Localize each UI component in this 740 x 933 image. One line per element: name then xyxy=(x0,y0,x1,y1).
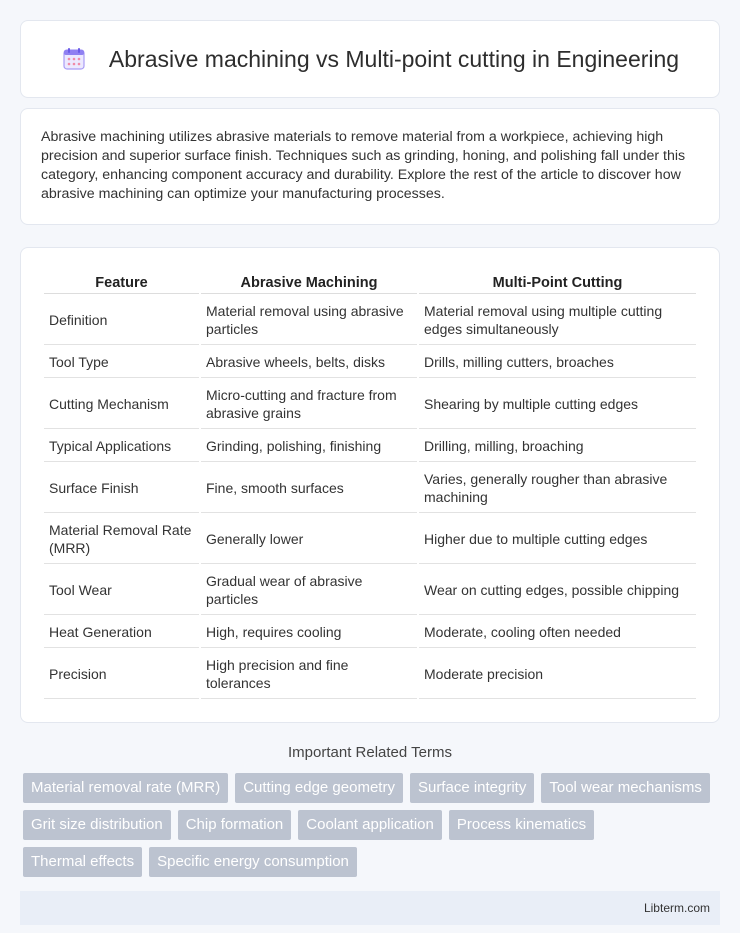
related-terms-title: Important Related Terms xyxy=(288,744,452,761)
table-cell: Tool Wear xyxy=(44,566,199,615)
table-cell: Varies, generally rougher than abrasive machining xyxy=(419,464,696,513)
page-title: Abrasive machining vs Multi-point cutting in Engineering xyxy=(108,45,680,72)
table-cell: Tool Type xyxy=(44,347,199,378)
term-tag[interactable]: Chip formation xyxy=(178,810,292,840)
table-cell: Heat Generation xyxy=(44,617,199,648)
table-cell: Moderate precision xyxy=(419,650,696,699)
table-cell: Drills, milling cutters, broaches xyxy=(419,347,696,378)
table-cell: Gradual wear of abrasive particles xyxy=(201,566,417,615)
related-terms-list xyxy=(20,773,720,877)
term-tag[interactable]: Grit size distribution xyxy=(23,810,171,840)
table-row xyxy=(44,431,696,462)
intro-card xyxy=(20,108,720,225)
calendar-icon xyxy=(61,46,87,72)
table-cell: Cutting Mechanism xyxy=(44,380,199,429)
table-row xyxy=(44,296,696,345)
table-header-row xyxy=(44,272,696,294)
table-cell: Typical Applications xyxy=(44,431,199,462)
table-row xyxy=(44,617,696,648)
column-header-feature: Feature xyxy=(44,272,199,294)
table-row xyxy=(44,566,696,615)
column-header-abrasive: Abrasive Machining xyxy=(201,272,417,294)
table-cell: Fine, smooth surfaces xyxy=(201,464,417,513)
table-cell: Grinding, polishing, finishing xyxy=(201,431,417,462)
table-row xyxy=(44,650,696,699)
term-tag[interactable]: Cutting edge geometry xyxy=(235,773,403,803)
term-tag[interactable]: Process kinematics xyxy=(449,810,594,840)
table-cell: Shearing by multiple cutting edges xyxy=(419,380,696,429)
title-card xyxy=(20,20,720,98)
term-tag[interactable]: Surface integrity xyxy=(410,773,534,803)
table-row xyxy=(44,347,696,378)
table-cell: Wear on cutting edges, possible chipping xyxy=(419,566,696,615)
term-tag[interactable]: Thermal effects xyxy=(23,847,142,877)
table-cell: Definition xyxy=(44,296,199,345)
table-cell: Material removal using multiple cutting edges simultaneously xyxy=(419,296,696,345)
table-cell: Generally lower xyxy=(201,515,417,564)
table-cell: Micro-cutting and fracture from abrasive grains xyxy=(201,380,417,429)
table-cell: High, requires cooling xyxy=(201,617,417,648)
comparison-table xyxy=(42,270,698,701)
table-cell: Higher due to multiple cutting edges xyxy=(419,515,696,564)
table-cell: Material Removal Rate (MRR) xyxy=(44,515,199,564)
comparison-table-card xyxy=(20,247,720,723)
term-tag[interactable]: Tool wear mechanisms xyxy=(541,773,710,803)
table-row xyxy=(44,380,696,429)
column-header-multipoint: Multi-Point Cutting xyxy=(419,272,696,294)
footer-site-link[interactable]: Libterm.com xyxy=(643,901,710,915)
table-cell: Material removal using abrasive particles xyxy=(201,296,417,345)
table-cell: Drilling, milling, broaching xyxy=(419,431,696,462)
table-cell: Abrasive wheels, belts, disks xyxy=(201,347,417,378)
intro-text: Abrasive machining utilizes abrasive materials to remove material from a workpiece, achieving high precision and superior surface finish. Techniques such as grinding, honing, and polishing fall under this category, enhancing component accuracy and durability. Explore the rest of the article to discover how abrasive machining can optimize your manufacturing processes. xyxy=(41,129,686,202)
term-tag[interactable]: Material removal rate (MRR) xyxy=(23,773,228,803)
table-cell: Surface Finish xyxy=(44,464,199,513)
table-cell: Moderate, cooling often needed xyxy=(419,617,696,648)
term-tag[interactable]: Coolant application xyxy=(298,810,442,840)
table-cell: High precision and fine tolerances xyxy=(201,650,417,699)
table-row xyxy=(44,515,696,564)
table-row xyxy=(44,464,696,513)
footer xyxy=(20,891,720,925)
term-tag[interactable]: Specific energy consumption xyxy=(149,847,357,877)
table-cell: Precision xyxy=(44,650,199,699)
